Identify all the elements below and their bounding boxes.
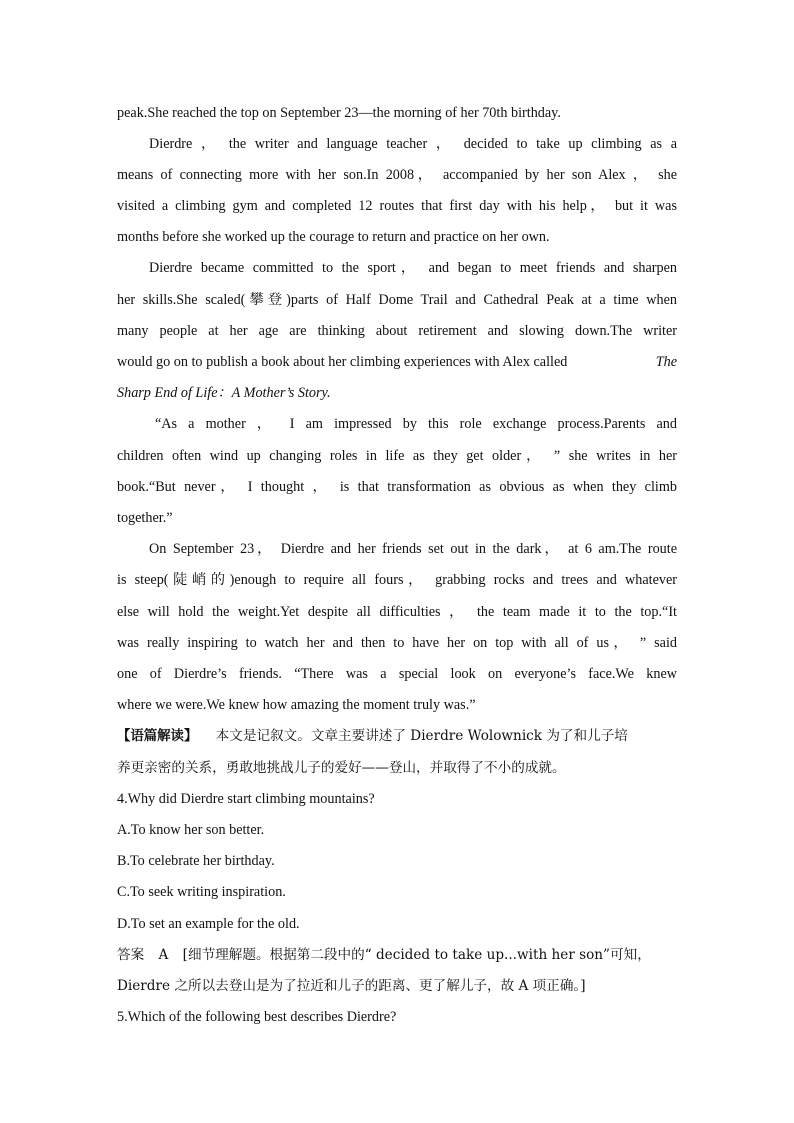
paragraph-line: children often wind up changing roles in life as they get older， ” she writes in her [117,448,677,464]
analysis-line: 养更亲密的关系，勇敢地挑战儿子的爱好——登山，并取得了不小的成就。 [117,760,566,776]
answer-option: B.To celebrate her birthday. [117,853,275,869]
answer-explanation: [细节理解题。根据第二段中的“ decided to take up...with her son”可知， [182,947,651,963]
question-text: 4.Why did Dierdre start climbing mountains? [117,791,375,807]
analysis-text: 本文是记叙文。文章主要讲述了 Dierdre Wolownick 为了和儿子培 [215,728,628,744]
paragraph-line: Dierdre became committed to the sport， and began to meet friends and sharpen [149,260,677,276]
paragraph-line: means of connecting more with her son.In 2008， accompanied by her son Alex ， she [117,167,677,183]
paragraph-line: “As a mother ， I am impressed by this role exchange process.Parents and [155,416,677,432]
answer-option: A.To know her son better. [117,822,265,838]
book-title: Sharp End of Life：A Mother’s Story. [117,385,331,401]
paragraph-line: is steep(陡峭的)enough to require all fours， grabbing rocks and trees and whatever [117,572,677,588]
answer-option: C.To seek writing inspiration. [117,884,286,900]
paragraph-line: together.” [117,510,173,526]
paragraph-line-text: would go on to publish a book about her climbing experiences with Alex called [117,354,568,370]
answer-letter: A [158,947,169,963]
analysis-label: 【语篇解读】 [117,729,198,744]
paragraph-line [117,352,677,372]
book-title-start: The [655,354,677,370]
paragraph-line: many people at her age are thinking about retirement and slowing down.The writer [117,323,677,339]
answer-label: 答案 [117,947,145,963]
paragraph-line: one of Dierdre’s friends. “There was a special look on everyone’s face.We knew [117,666,677,682]
answer-option: D.To set an example for the old. [117,916,300,932]
paragraph-line: Dierdre ， the writer and language teacher ， decided to take up climbing as a [149,136,677,152]
paragraph-line: book.“But never， I thought ， is that transformation as obvious as when they climb [117,479,677,495]
paragraph-line: her skills.She scaled(攀登)parts of Half Dome Trail and Cathedral Peak at a time when [117,292,677,308]
analysis-line [117,726,677,747]
paragraph-line: peak.She reached the top on September 23—the morning of her 70th birthday. [117,105,561,121]
paragraph-line: where we were.We knew how amazing the moment truly was.” [117,697,476,713]
answer-line [117,945,677,965]
paragraph-line: months before she worked up the courage to return and practice on her own. [117,229,550,245]
paragraph-line: visited a climbing gym and completed 12 routes that first day with his help， but it was [117,198,677,214]
question-text: 5.Which of the following best describes Dierdre? [117,1009,397,1025]
paragraph-line: else will hold the weight.Yet despite all difficulties ， the team made it to the top.“It [117,604,677,620]
paragraph-line: On September 23， Dierdre and her friends set out in the dark， at 6 am.The route [149,541,677,557]
paragraph-line: was really inspiring to watch her and then to have her on top with all of us， ” said [117,635,677,651]
answer-explanation-line: Dierdre 之所以去登山是为了拉近和儿子的距离、更了解儿子，故 A 项正确。] [117,978,586,994]
